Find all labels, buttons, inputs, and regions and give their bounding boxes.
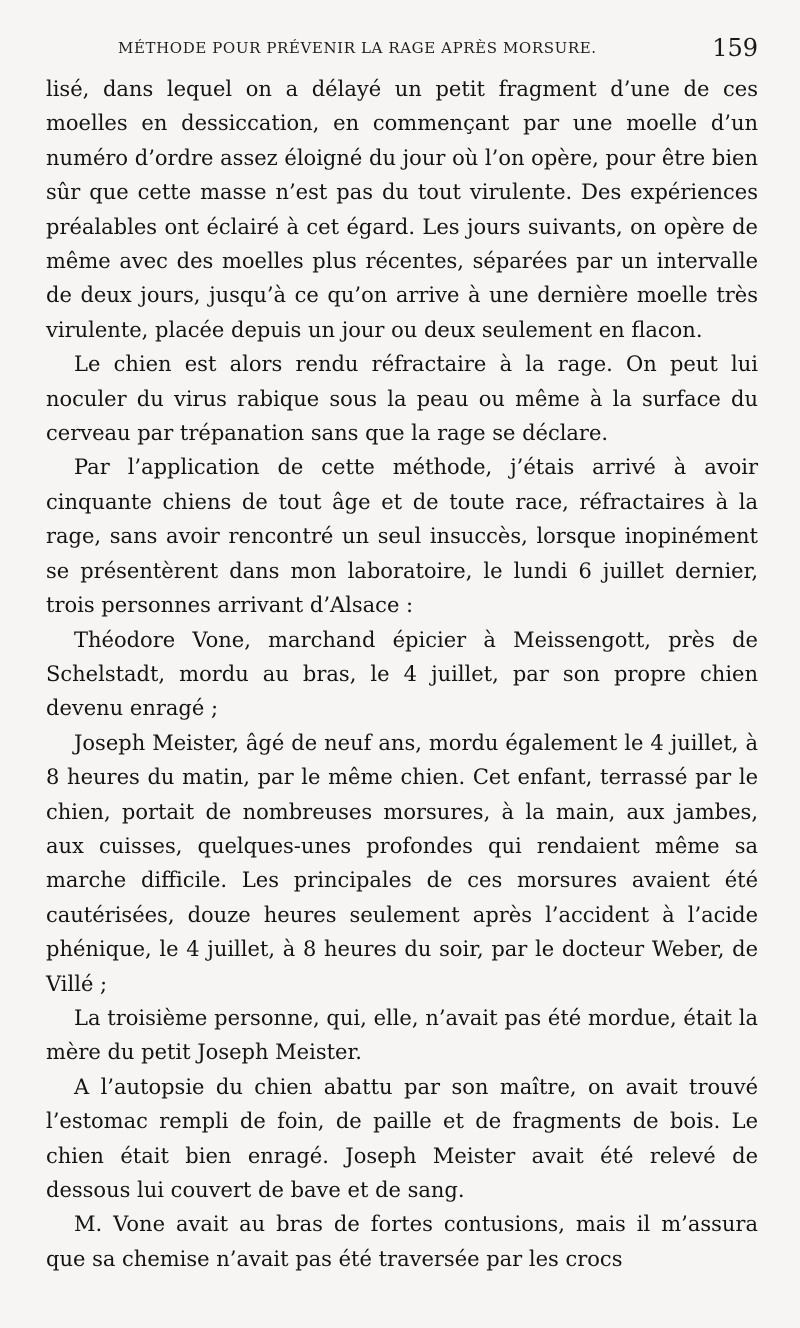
paragraph: Théodore Vone, marchand épicier à Meissengott, près de Schelstadt, mordu au bras, le 4 juillet, par son propre chien devenu enragé ; <box>46 627 758 721</box>
paragraph: M. Vone avait au bras de fortes contusions, mais il m’assura que sa chemise n’avait pas été traversée par les crocs <box>46 1212 758 1271</box>
paragraph: A l’autopsie du chien abattu par son maître, on avait trouvé l’estomac rempli de foin, de paille et de fragments de bois. Le chien était bien enragé. Joseph Meister avait été relevé de dessous lui couvert de bave et de sang. <box>46 1074 758 1202</box>
paragraph: Le chien est alors rendu réfractaire à la rage. On peut lui noculer du virus rabique sous la peau ou même à la surface du cerveau par trépanation sans que la rage se déclare. <box>46 352 758 446</box>
paragraph: La troisième personne, qui, elle, n’avait pas été mordue, était la mère du petit Joseph Meister. <box>46 1005 758 1065</box>
paragraph: Par l’application de cette méthode, j’étais arrivé à avoir cinquante chiens de tout âge et de toute race, réfractaires à la rage, sans avoir rencontré un seul insuccès, lorsque inopinément se présentèrent dans mon laboratoire, le lundi 6 juillet dernier, trois personnes arrivant d’Alsace : <box>46 455 758 618</box>
paragraph: Joseph Meister, âgé de neuf ans, mordu également le 4 juillet, à 8 heures du matin, par le même chien. Cet enfant, terrassé par le chien, portait de nombreuses morsures, à la main, aux jambes, aux cuisses, quelques-unes profondes qui rendaient même sa marche difficile. Les principales de ces morsures avaient été cautérisées, douze heures seulement après l’accident à l’acide phénique, le 4 juillet, à 8 heures du soir, par le docteur Weber, de Villé ; <box>46 730 758 996</box>
page-number: 159 <box>712 34 758 62</box>
running-head <box>46 34 758 64</box>
running-title: MÉTHODE POUR PRÉVENIR LA RAGE APRÈS MORSURE. <box>118 39 597 57</box>
paragraph: lisé, dans lequel on a délayé un petit fragment d’une de ces moelles en dessiccation, en commençant par une moelle d’un numéro d’ordre assez éloigné du jour où l’on opère, pour être bien sûr que cette masse n’est pas du tout virulente. Des expériences préalables ont éclairé à cet égard. Les jours suivants, on opère de même avec des moelles plus récentes, séparées par un intervalle de deux jours, jusqu’à ce qu’on arrive à une dernière moelle très virulente, placée depuis un jour ou deux seulement en flacon. <box>46 77 758 342</box>
body-text <box>46 72 758 1276</box>
